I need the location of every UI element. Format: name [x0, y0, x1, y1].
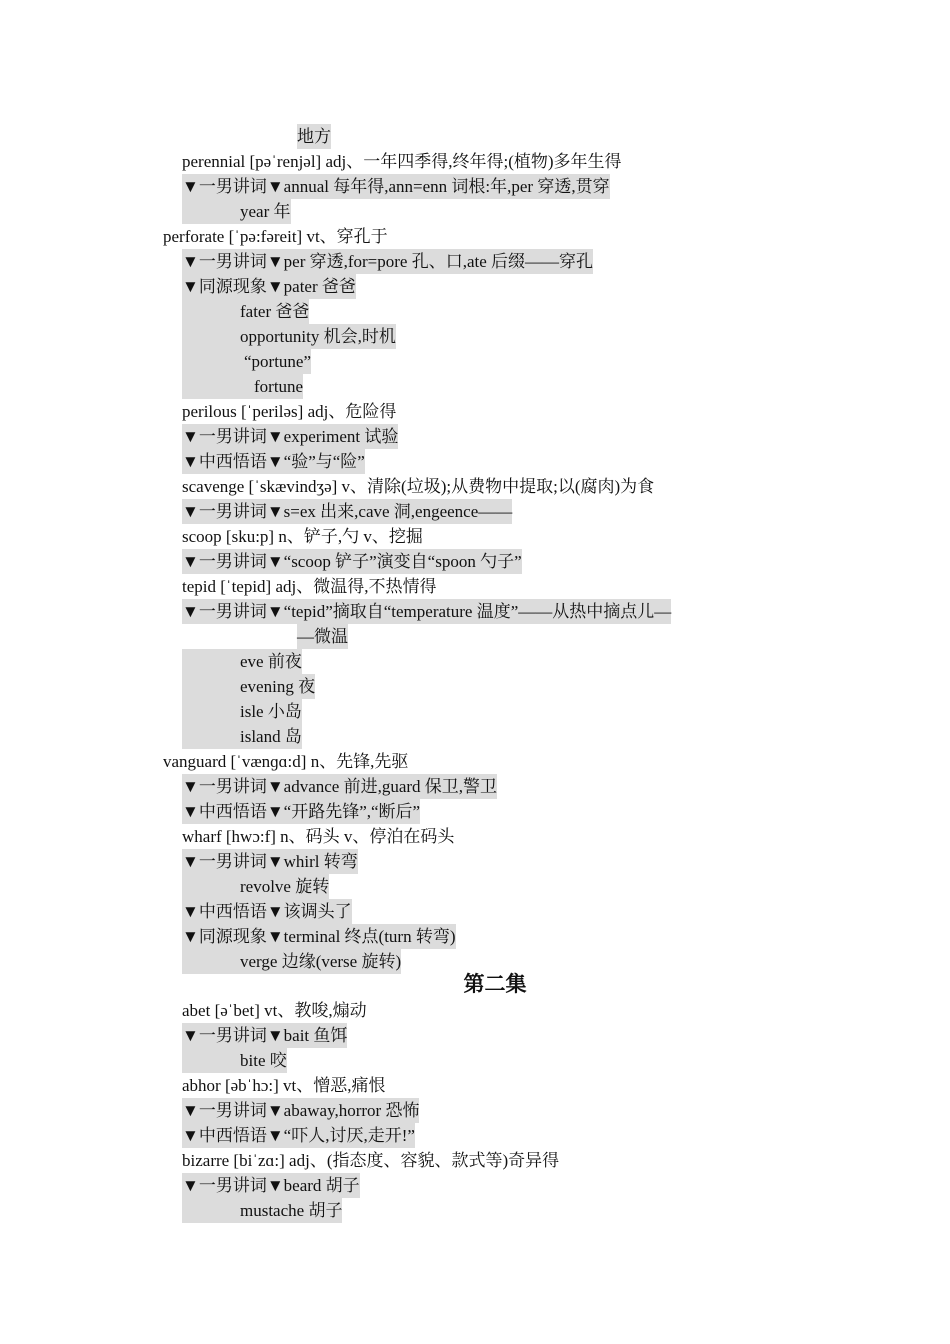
- example-word-line: bite 咬: [182, 1048, 287, 1073]
- etymology-line: ▼一男讲词▼experiment 试验: [182, 424, 398, 449]
- etymology-line: ▼一男讲词▼annual 每年得,ann=enn 词根:年,per 穿透,贯穿: [182, 174, 610, 199]
- insight-line: ▼中西悟语▼“吓人,讨厌,走开!”: [182, 1123, 415, 1148]
- etymology-line: ▼一男讲词▼s=ex 出来,cave 洞,engeence——: [182, 499, 512, 524]
- cognate-line: ▼同源现象▼pater 爸爸: [182, 274, 356, 299]
- entry-headword: scoop [sku:p] n、铲子,勺 v、挖掘: [182, 527, 423, 546]
- etymology-line: ▼一男讲词▼abaway,horror 恐怖: [182, 1098, 419, 1123]
- etymology-line: ▼一男讲词▼“tepid”摘取自“temperature 温度”——从热中摘点儿—: [182, 599, 671, 624]
- entry-headword: perilous [ˈperiləs] adj、危险得: [182, 402, 397, 421]
- etymology-line: ▼一男讲词▼beard 胡子: [182, 1173, 360, 1198]
- text-line: 地方: [297, 124, 331, 149]
- example-word-line: mustache 胡子: [182, 1198, 342, 1223]
- example-word-line: verge 边缘(verse 旋转): [182, 949, 401, 974]
- etymology-line: ▼一男讲词▼“scoop 铲子”演变自“spoon 勺子”: [182, 549, 522, 574]
- entry-headword: perforate [ˈpə:fəreit] vt、穿孔于: [163, 227, 388, 246]
- example-word-line: opportunity 机会,时机: [182, 324, 396, 349]
- etymology-line: ▼一男讲词▼whirl 转弯: [182, 849, 358, 874]
- etymology-line: ▼一男讲词▼per 穿透,for=pore 孔、口,ate 后缀——穿孔: [182, 249, 593, 274]
- etymology-line: ▼一男讲词▼advance 前进,guard 保卫,警卫: [182, 774, 497, 799]
- etymology-line-continued: —微温: [297, 624, 348, 649]
- insight-line: ▼中西悟语▼“开路先锋”,“断后”: [182, 799, 420, 824]
- entry-headword: scavenge [ˈskævindʒə] v、清除(垃圾);从费物中提取;以(腐肉)为食: [182, 477, 655, 496]
- example-word-line: fater 爸爸: [182, 299, 309, 324]
- entry-headword: abhor [əbˈhɔ:] vt、憎恶,痛恨: [182, 1076, 386, 1095]
- section-heading: 第二集: [463, 972, 527, 996]
- entry-headword: vanguard [ˈvænɡɑ:d] n、先锋,先驱: [163, 752, 409, 771]
- entry-headword: perennial [pəˈrenjəl] adj、一年四季得,终年得;(植物)多年生得: [182, 152, 622, 171]
- entry-headword: abet [əˈbet] vt、教唆,煽动: [182, 1001, 367, 1020]
- entry-headword: wharf [hwɔ:f] n、码头 v、停泊在码头: [182, 827, 455, 846]
- etymology-line: ▼一男讲词▼bait 鱼饵: [182, 1023, 347, 1048]
- entry-headword: tepid [ˈtepid] adj、微温得,不热情得: [182, 577, 437, 596]
- example-word-line: evening 夜: [182, 674, 315, 699]
- example-word-line: revolve 旋转: [182, 874, 329, 899]
- entry-headword: bizarre [biˈzɑ:] adj、(指态度、容貌、款式等)奇异得: [182, 1151, 560, 1170]
- example-word-line: isle 小岛: [182, 699, 302, 724]
- example-word-line: year 年: [182, 199, 291, 224]
- example-word-line: “portune”: [182, 349, 311, 374]
- example-word-line: island 岛: [182, 724, 302, 749]
- example-word-line: fortune: [182, 374, 303, 399]
- example-word-line: eve 前夜: [182, 649, 302, 674]
- cognate-line: ▼同源现象▼terminal 终点(turn 转弯): [182, 924, 456, 949]
- insight-line: ▼中西悟语▼“验”与“险”: [182, 449, 365, 474]
- insight-line: ▼中西悟语▼该调头了: [182, 899, 352, 924]
